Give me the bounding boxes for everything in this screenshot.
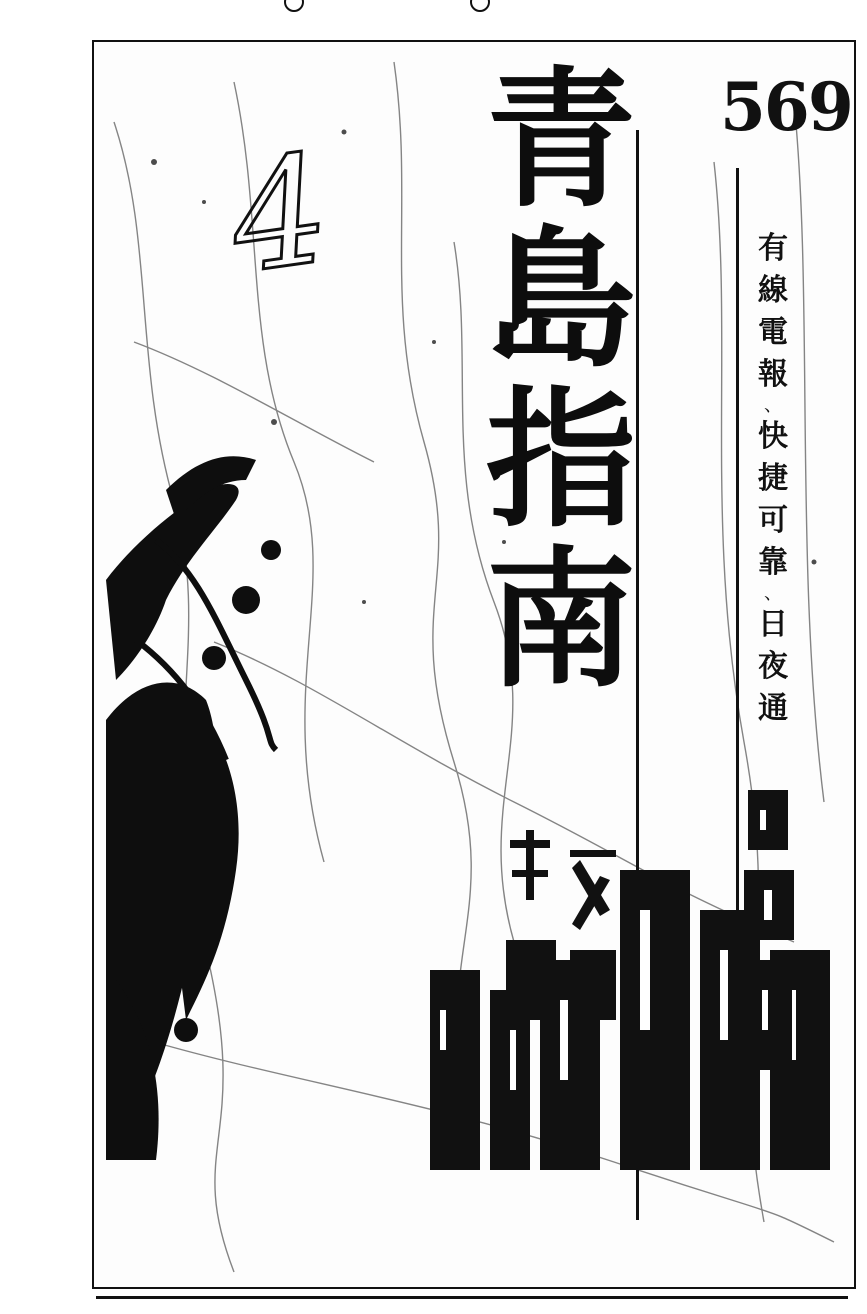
tree-illustration xyxy=(96,420,336,1180)
advert-char: 靠 xyxy=(758,545,788,580)
binding-hole-mark xyxy=(284,0,304,12)
advert-char: 電 xyxy=(758,315,788,350)
book-title xyxy=(486,52,637,708)
title-char: 指 xyxy=(486,372,637,548)
advert-separator: 、 xyxy=(764,583,782,604)
bottom-border xyxy=(96,1296,848,1299)
advert-char: 線 xyxy=(758,273,788,308)
advert-char: 夜 xyxy=(758,649,788,684)
vertical-rule xyxy=(636,130,639,1220)
advert-separator: 、 xyxy=(764,395,782,416)
advert-column xyxy=(748,228,798,730)
advert-char: 可 xyxy=(758,503,788,538)
advert-char: 捷 xyxy=(758,461,788,496)
advert-smudge xyxy=(740,790,804,1080)
advert-char: 快 xyxy=(758,419,788,454)
advert-char: 日 xyxy=(758,607,788,642)
title-char: 青 xyxy=(486,52,637,228)
catalog-number: 569 xyxy=(720,68,852,146)
vertical-rule xyxy=(736,168,739,1128)
title-char: 島 xyxy=(486,212,637,388)
binding-hole-mark xyxy=(470,0,490,12)
title-char: 南 xyxy=(486,532,637,708)
advert-char: 報 xyxy=(758,357,788,392)
advert-char: 有 xyxy=(758,231,788,266)
author-signature-mark xyxy=(500,820,630,1040)
advert-char: 通 xyxy=(758,691,788,726)
handwritten-number: 4 xyxy=(220,122,340,308)
